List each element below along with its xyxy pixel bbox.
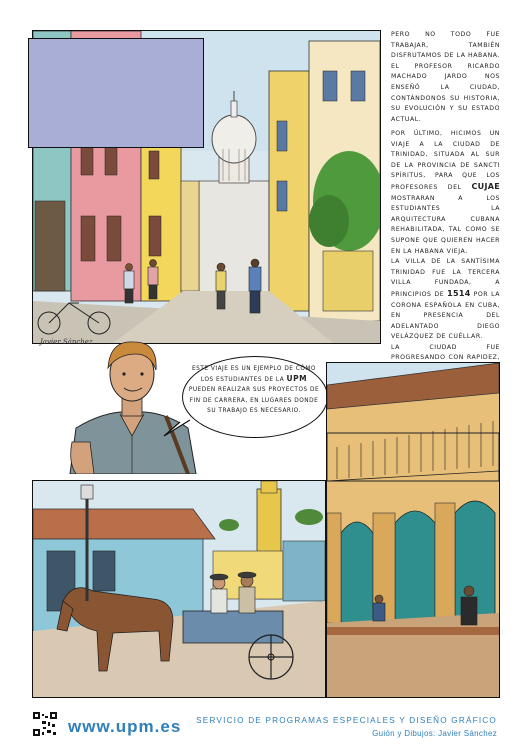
- caption-trinidad-text-1: POR ÚLTIMO, HICIMOS UN VIAJE A LA CIUDAD DE TRINIDAD, SITUADA AL SUR DE LA PROVINCIA DE SANCTI SPÍRITUS, PARA QUE LOS PROFESORES DEL: [391, 130, 500, 191]
- portrait-background: [28, 38, 204, 148]
- trinidad-street-panel: [32, 480, 326, 698]
- colonial-arcade-illustration: [327, 363, 499, 697]
- trinidad-street-illustration: [33, 481, 325, 697]
- speech-text-2: PUEDEN REALIZAR SUS PROYECTOS DE FIN DE CARRERA, EN LUGARES DONDE SU TRABAJO ES NECESARIO.: [188, 387, 320, 414]
- caption-trinidad-text-3: LA VILLA DE LA SANTÍSIMA TRINIDAD FUE LA TERCERA VILLA FUNDADA, A PRINCIPIOS DE: [391, 258, 500, 298]
- caption-trinidad-text-4: POR LA CORONA ESPAÑOLA EN CUBA, EN PRESENCIA DEL ADELANTADO DIEGO VELÁZQUEZ DE CUÉLLAR.: [391, 290, 500, 341]
- footer-service-name: SERVICIO DE PROGRAMAS ESPECIALES Y DISEÑO GRÁFICO: [196, 716, 497, 725]
- caption-havana: [391, 30, 500, 125]
- caption-trinidad-text-2: MOSTRARAN A LOS ESTUDIANTES LA ARQUITECTURA CUBANA REHABILITADA, TAL COMO SE SUPONE QUE QUIEREN HACER EN LA HABANA VIEJA.: [391, 194, 500, 255]
- caption-trinidad: [391, 129, 500, 396]
- speech-bubble-text: [188, 364, 320, 416]
- artist-signature: Javier Sánchez: [40, 338, 93, 346]
- speech-upm: UPM: [286, 374, 308, 384]
- professor-illustration: [66, 332, 198, 474]
- caption-trinidad-year: 1514: [447, 288, 471, 298]
- colonial-arcade-panel: [326, 362, 500, 698]
- caption-trinidad-text-5: LA CIUDAD FUE PROGRESANDO CON RAPIDEZ,: [391, 343, 500, 362]
- qr-code-icon: [33, 712, 57, 736]
- speech-bubble-tail: [162, 418, 192, 440]
- speech-text-1: ESTE VIAJE ES UN EJEMPLO DE CÓMO LOS ESTUDIANTES DE LA: [192, 366, 316, 384]
- professor-portrait-panel: [66, 332, 198, 474]
- caption-trinidad-cujae: CUJAE: [471, 181, 500, 191]
- upm-website-link[interactable]: www.upm.es: [68, 717, 182, 736]
- caption-havana-text: PERO NO TODO FUE TRABAJAR, TAMBIÉN DISFRUTAMOS DE LA HABANA. EL PROFESOR RICARDO MACHADO JARDO NOS ENSEÑÓ LA CIUDAD, CONTÁNDONOS SU HISTORIA, SU EVOLUCIÓN Y SU ESTADO ACTUAL.: [391, 31, 500, 123]
- footer-credit: Guión y Dibujos: Javier Sánchez: [372, 729, 497, 738]
